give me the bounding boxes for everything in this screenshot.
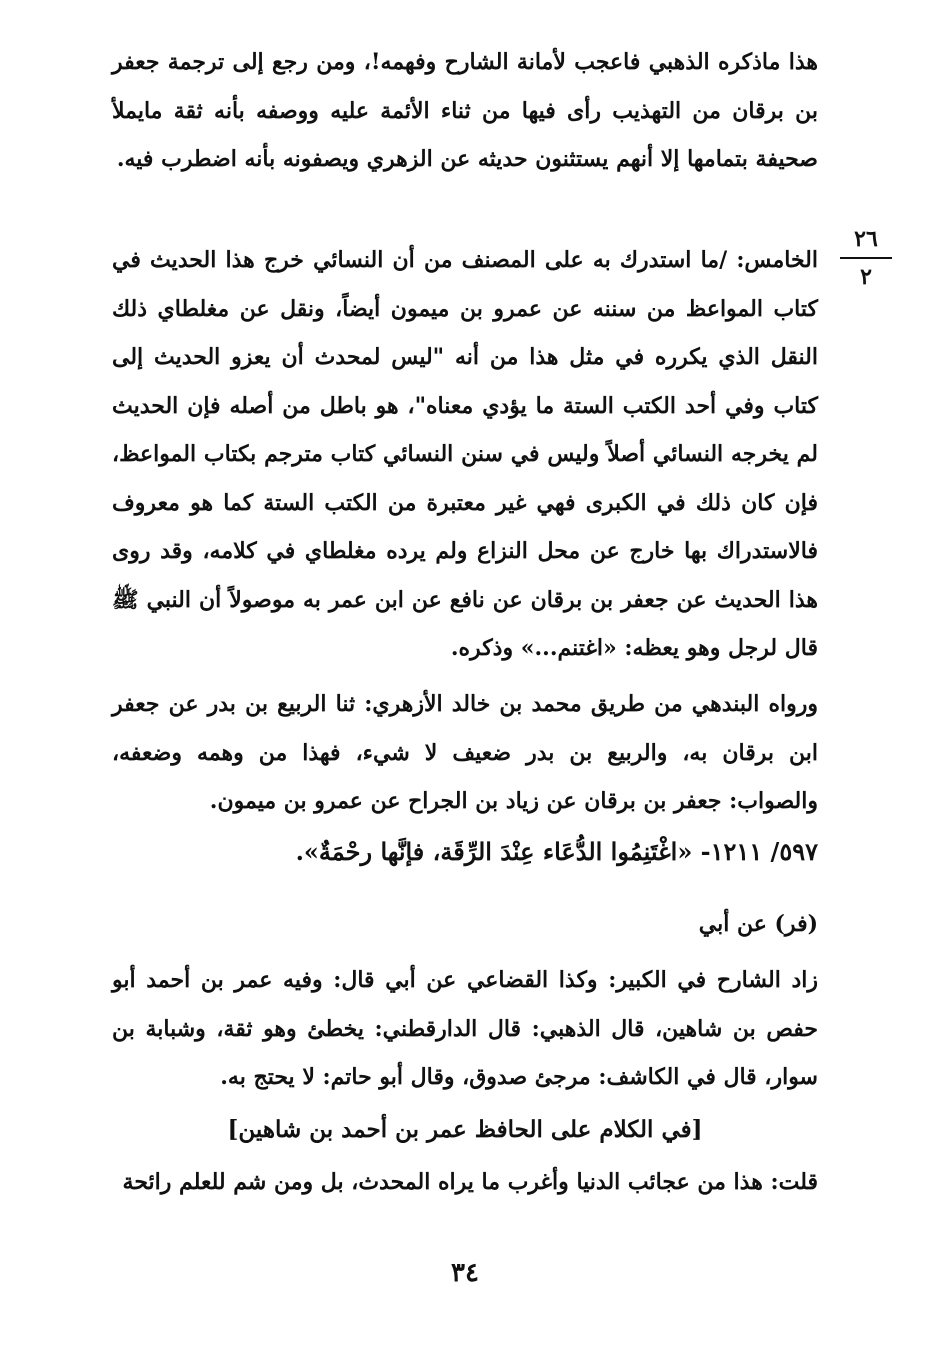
- folio-side: ٢: [860, 264, 872, 290]
- hadith-source: [112, 900, 818, 949]
- paragraph-text: [112, 1158, 818, 1207]
- paragraph-text: ورواه البندهي من طريق محمد بن خالد الأزهري: ثنا الربيع بن بدر عن جعفر ابن برقان به، والربيع بن بدر ضعيف لا شيء، فهذا من وهمه وضعفه، والصواب: جعفر بن برقان عن زياد بن الجراح عن عمرو بن ميمون.: [112, 691, 818, 814]
- source-text: (فر) عن أبي: [698, 911, 818, 937]
- paragraph-text: [112, 236, 818, 673]
- paragraph-fifth-point: [112, 236, 818, 673]
- paragraph-body: هذا من عجائب الدنيا وأغرب ما يراه المحدث، بل ومن شم للعلم رائحة: [122, 1169, 771, 1195]
- paragraph-dhahabi-note: [112, 38, 818, 184]
- paragraph-text: هذا ماذكره الذهبي فاعجب لأمانة الشارح وفهمه!، ومن رجع إلى ترجمة جعفر بن برقان من التهذيب رأى فيها من ثناء الأئمة عليه ووصفه بأنه ثقة مايملأ صحيفة بتمامها إلا أنهم يستثنون حديثه عن الزهري ويصفونه بأنه اضطرب فيه.: [112, 49, 818, 172]
- paragraph-bandahi-narration: [112, 680, 818, 826]
- paragraph-commentary: [112, 956, 818, 1102]
- folio-number: ٢٦: [854, 226, 878, 252]
- page-number: ٣٤: [451, 1258, 479, 1288]
- paragraph-text: زاد الشارح في الكبير: وكذا القضاعي عن أبي قال: وفيه عمر بن أحمد أبو حفص بن شاهين، قال الذهبي: قال الدارقطني: يخطئ وهو ثقة، وشبابة بن سوار، قال في الكاشف: مرجئ صدوق، وقال أبو حاتم: لا يحتج به.: [112, 967, 818, 1090]
- paragraph-body: /ما استدرك به على المصنف من أن النسائي خرج هذا الحديث في كتاب المواعظ من سننه عن عمرو بن ميمون أيضاً، ونقل عن مغلطاي ذلك النقل الذي يكرره في مثل هذا من أنه "ليس لمحدث أن يعزو الحديث إلى كتاب وفي أحد الكتب الستة ما يؤدي معناه"، هو باطل من أصله فإن الحديث لم يخرجه النسائي أصلاً وليس في سنن النسائي كتاب مترجم بكتاب المواعظ، فإن كان ذلك في الكبرى فهي غير معتبرة من الكتب الستة كما هو معروف فالاستدراك بها خارج عن محل النزاع ولم يرده مغلطاي في كلامه، وقد روى هذا الحديث عن جعفر بن برقان عن نافع عن ابن عمر به موصولاً أن النبي ﷺ قال لرجل وهو يعظه: «اغتنم...» وذكره.: [112, 247, 818, 661]
- heading-text: [في الكلام على الحافظ عمر بن أحمد بن شاهين]: [227, 1116, 703, 1143]
- hadith-entry: [112, 828, 818, 877]
- hadith-text: ٥٩٧/ ١٢١١- «اغْتَنِمُوا الدُّعَاء عِنْدَ الرِّقَة، فإنَّها رحْمَةٌ».: [295, 837, 818, 866]
- manuscript-folio-reference: [838, 225, 894, 291]
- paragraph-lead: قلت:: [770, 1169, 818, 1195]
- section-heading: [112, 1106, 818, 1155]
- folio-divider: [840, 257, 892, 259]
- paragraph-lead: الخامس:: [736, 247, 818, 273]
- paragraph-author-comment: [112, 1158, 818, 1207]
